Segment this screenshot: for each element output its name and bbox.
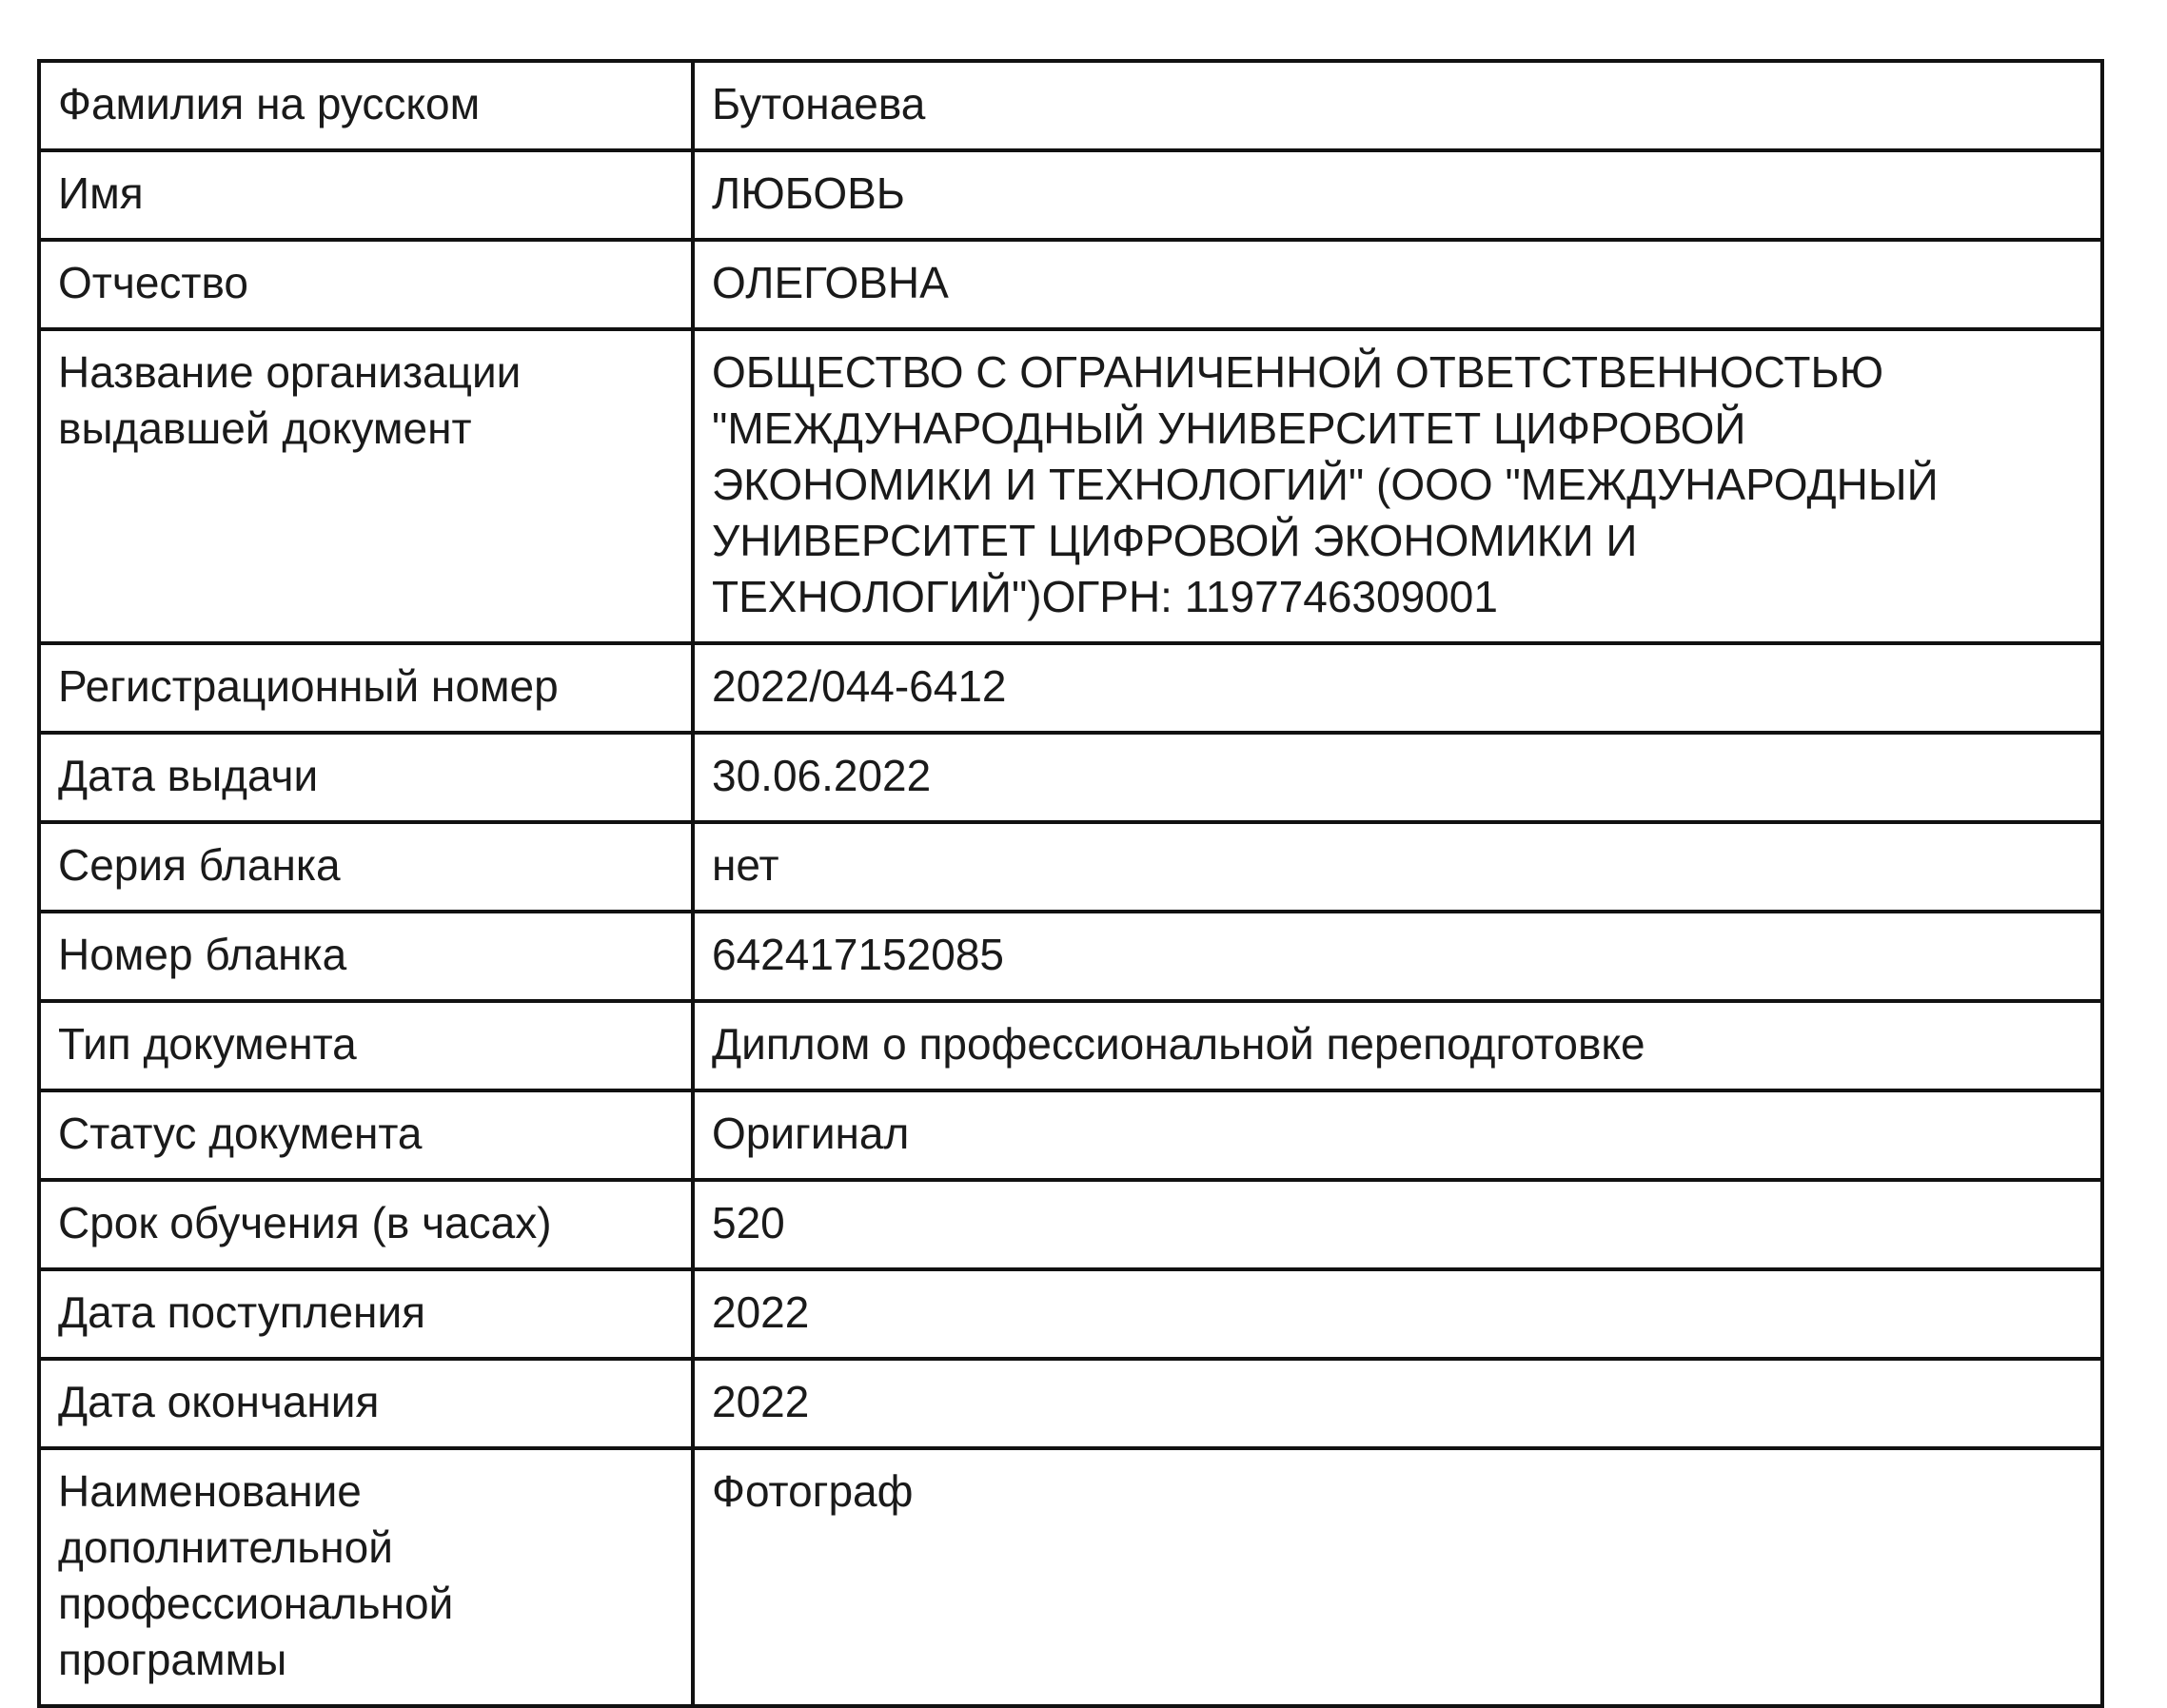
row-label: Регистрационный номер (39, 643, 693, 733)
document-info-table (37, 59, 2104, 1708)
row-label: Серия бланка (39, 822, 693, 912)
row-value: ЛЮБОВЬ (693, 150, 2102, 240)
row-value: Диплом о профессиональной переподготовке (693, 1001, 2102, 1090)
row-label: Отчество (39, 240, 693, 329)
row-value: Оригинал (693, 1090, 2102, 1180)
row-value: 2022 (693, 1269, 2102, 1359)
row-value: нет (693, 822, 2102, 912)
row-value: 2022 (693, 1359, 2102, 1448)
row-value: Бутонаева (693, 61, 2102, 150)
row-value: Фотограф (693, 1448, 2102, 1706)
row-label: Номер бланка (39, 912, 693, 1001)
row-value: ОЛЕГОВНА (693, 240, 2102, 329)
row-value: ОБЩЕСТВО С ОГРАНИЧЕННОЙ ОТВЕТСТВЕННОСТЬЮ "МЕЖДУНАРОДНЫЙ УНИВЕРСИТЕТ ЦИФРОВОЙ ЭКОНОМИКИ И ТЕХНОЛОГИЙ" (ООО "МЕЖДУНАРОДНЫЙ УНИВЕРСИТЕТ ЦИФРОВОЙ ЭКОНОМИКИ И ТЕХНОЛОГИЙ")ОГРН: 1197746309001 (693, 329, 2102, 643)
table-row-registration-number (39, 643, 2102, 733)
row-label: Название организации выдавшей документ (39, 329, 693, 643)
table-row-issue-date (39, 733, 2102, 822)
table-row-study-hours (39, 1180, 2102, 1269)
table-row-form-series (39, 822, 2102, 912)
table-row-enrollment-date (39, 1269, 2102, 1359)
table-row-form-number (39, 912, 2102, 1001)
row-label: Срок обучения (в часах) (39, 1180, 693, 1269)
row-value: 520 (693, 1180, 2102, 1269)
row-label: Наименование дополнительной профессиональной программы (39, 1448, 693, 1706)
row-label: Имя (39, 150, 693, 240)
row-value: 30.06.2022 (693, 733, 2102, 822)
row-value: 2022/044-6412 (693, 643, 2102, 733)
table-row-surname (39, 61, 2102, 150)
row-label: Дата выдачи (39, 733, 693, 822)
table-row-patronymic (39, 240, 2102, 329)
table-row-first-name (39, 150, 2102, 240)
table-row-document-type (39, 1001, 2102, 1090)
row-value: 642417152085 (693, 912, 2102, 1001)
table-row-program-name (39, 1448, 2102, 1706)
table-row-completion-date (39, 1359, 2102, 1448)
table-row-organization (39, 329, 2102, 643)
row-label: Фамилия на русском (39, 61, 693, 150)
row-label: Дата поступления (39, 1269, 693, 1359)
table-row-document-status (39, 1090, 2102, 1180)
row-label: Дата окончания (39, 1359, 693, 1448)
row-label: Статус документа (39, 1090, 693, 1180)
row-label: Тип документа (39, 1001, 693, 1090)
